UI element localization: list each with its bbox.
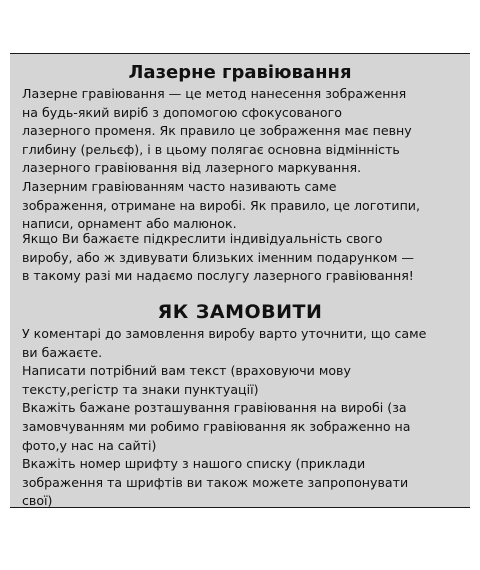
order-instructions [22, 325, 462, 511]
text-line: Якщо Ви бажаєте підкреслити індивідуальність свого [22, 231, 383, 246]
description-paragraph [22, 85, 462, 234]
text-line: фото,у нас на сайті) [22, 437, 157, 453]
text-line: Вкажіть бажане розташування гравіювання на виробі (за [22, 400, 407, 416]
text-line: замовчуванням ми робимо гравіювання як зображенно на [22, 418, 411, 434]
section-title-laser-engraving: Лазерне гравіювання [128, 62, 352, 83]
text-line: Лазерним гравіюванням часто називають саме [22, 178, 337, 194]
info-panel [10, 53, 470, 508]
text-line: глибину (рельєф), і в цьому полягає основна відмінність [22, 141, 400, 157]
text-line: ви бажаєте. [22, 344, 103, 360]
section-title-how-to-order: ЯК ЗАМОВИТИ [157, 301, 323, 323]
text-line: Лазерне гравіювання — це метод нанесення зображення [22, 86, 407, 101]
text-line: лазерного гравіювання від лазерного маркування. [22, 160, 362, 176]
text-line: виробу, або ж здивувати близьких іменним подарунком — [22, 249, 414, 265]
text-line: на будь-який виріб з допомогою сфокусованого [22, 104, 342, 120]
text-line: тексту,регістр та знаки пунктуації) [22, 381, 259, 397]
text-line: в такому разі ми надаємо послугу лазерного гравіювання! [22, 268, 414, 284]
text-line: лазерного променя. Як правило це зображення має певну [22, 123, 412, 139]
text-line: Написати потрібний вам текст (враховуючи мову [22, 363, 351, 379]
text-line: зображення та шрифтів ви також можете запропонувати [22, 474, 409, 490]
text-line: Вкажіть номер шрифту з нашого списку (приклади [22, 456, 366, 472]
offer-paragraph [22, 230, 462, 286]
text-line: написи, орнамент або малюнок. [22, 216, 237, 232]
text-line: свої) [22, 493, 53, 509]
text-line: У коментарі до замовлення виробу варто уточнити, що саме [22, 326, 427, 341]
text-line: зображення, отримане на виробі. Як правило, це логотипи, [22, 197, 420, 213]
